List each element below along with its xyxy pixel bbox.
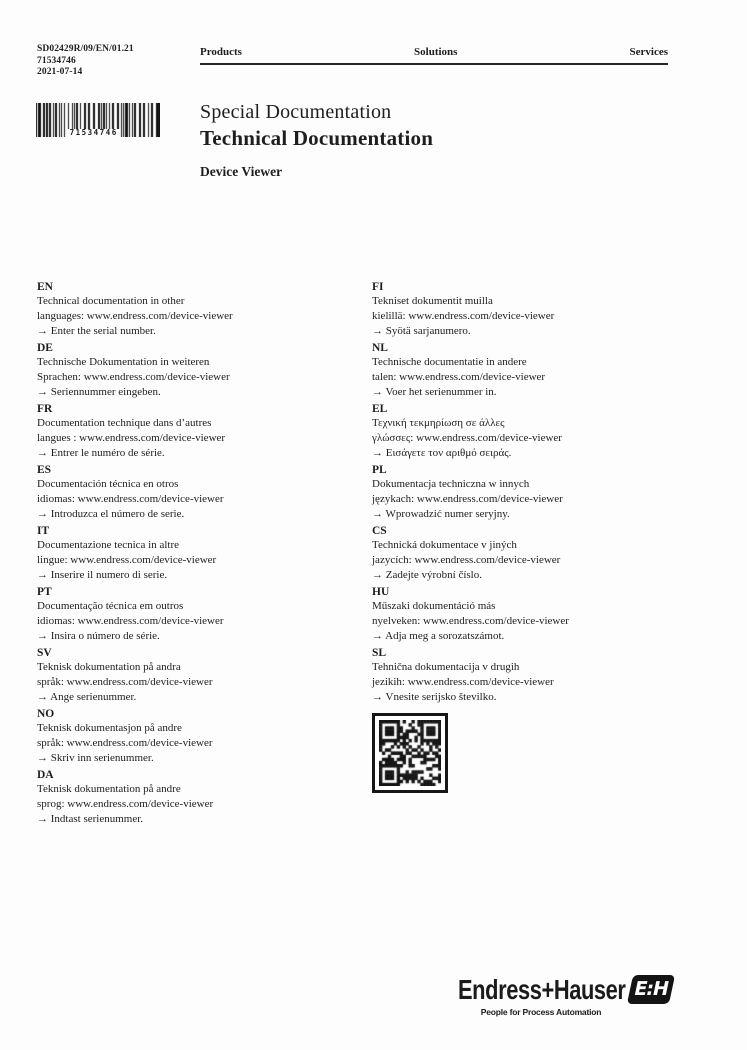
language-line: → Voer het serienummer in. (372, 386, 497, 398)
language-code: SL (372, 647, 387, 659)
language-section (37, 586, 352, 644)
language-code: ES (37, 464, 52, 476)
language-code: NO (37, 708, 55, 720)
language-line: γλώσσες: www.endress.com/device-viewer (372, 432, 562, 444)
brand-wordmark: Endress+Hauser (458, 974, 626, 1005)
language-section (372, 342, 687, 400)
language-line: Teknisk dokumentasjon på andre (37, 722, 182, 734)
document-id: SD02429R/09/EN/01.21 (37, 44, 134, 54)
language-code: DA (37, 769, 54, 781)
language-section (372, 586, 687, 644)
language-line: → Adja meg a sorozatszámot. (372, 630, 505, 642)
order-number: 71534746 (37, 55, 76, 66)
language-line: → Syötä sarjanumero. (372, 325, 471, 337)
language-line: lingue: www.endress.com/device-viewer (37, 554, 217, 566)
language-section (372, 403, 687, 461)
language-line: → Insira o número de série. (37, 630, 160, 642)
language-section (37, 403, 352, 461)
language-line: Technische Dokumentation in weiteren (37, 356, 210, 368)
barcode-number: 71534746 (67, 129, 121, 137)
language-line: nyelveken: www.endress.com/device-viewer (372, 615, 569, 627)
language-line: idiomas: www.endress.com/device-viewer (37, 493, 224, 505)
language-line: Technische documentatie in andere (372, 356, 527, 368)
document-meta (37, 44, 134, 79)
language-code: IT (37, 525, 50, 537)
language-line: Tehnična dokumentacija v drugih (372, 661, 520, 673)
nav-item-solutions: Solutions (414, 46, 458, 58)
language-section (372, 281, 687, 339)
language-code: NL (372, 342, 388, 354)
language-code: HU (372, 586, 390, 598)
language-line: → Skriv inn serienummer. (37, 752, 154, 764)
language-line: sprog: www.endress.com/device-viewer (37, 798, 214, 810)
language-code: FI (372, 281, 384, 293)
language-code: SV (37, 647, 52, 659)
language-line: språk: www.endress.com/device-viewer (37, 737, 213, 749)
language-section (37, 769, 352, 827)
language-line: languages: www.endress.com/device-viewer (37, 310, 233, 322)
language-code: EL (372, 403, 388, 415)
language-line: → Introduzca el número de serie. (37, 508, 185, 520)
logo-monogram: E:H (632, 978, 671, 1000)
language-code: CS (372, 525, 387, 537)
page-title: Technical Documentation (200, 126, 434, 150)
language-line: Technická dokumentace v jiných (372, 539, 517, 551)
language-line: idiomas: www.endress.com/device-viewer (37, 615, 224, 627)
language-line: langues : www.endress.com/device-viewer (37, 432, 226, 444)
language-line: → Wprowadzić numer seryjny. (372, 508, 510, 520)
language-line: → Ange serienummer. (37, 691, 137, 703)
language-line: Technical documentation in other (37, 295, 185, 307)
language-code: EN (37, 281, 53, 293)
language-line: Tekniset dokumentit muilla (372, 295, 493, 307)
language-line: Τεχνική τεκμηρίωση σε άλλες (372, 417, 505, 429)
title-block (200, 100, 433, 180)
language-line: → Zadejte výrobní číslo. (372, 569, 482, 581)
language-code: PT (37, 586, 52, 598)
language-line: Műszaki dokumentáció más (372, 600, 496, 612)
language-section (37, 464, 352, 522)
language-line: → Entrer le numéro de série. (37, 447, 165, 459)
language-line: → Seriennummer eingeben. (37, 386, 161, 398)
nav-item-products: Products (200, 46, 242, 58)
language-line: → Enter the serial number. (37, 325, 156, 337)
top-nav (200, 46, 668, 65)
language-column-left (37, 281, 352, 830)
language-line: → Indtast serienummer. (37, 813, 144, 825)
language-line: Dokumentacja techniczna w innych (372, 478, 530, 490)
language-column-right (372, 281, 687, 793)
language-code: FR (37, 403, 53, 415)
brand-tagline: People for Process Automation (480, 1007, 602, 1017)
language-line: → Inserire il numero di serie. (37, 569, 168, 581)
barcode (36, 103, 160, 137)
language-section (37, 342, 352, 400)
endress-hauser-logo-icon (627, 975, 675, 1004)
language-line: Documentación técnica en otros (37, 478, 179, 490)
document-subtitle: Device Viewer (200, 164, 283, 179)
language-line: Teknisk dokumentation på andra (37, 661, 181, 673)
language-section (37, 281, 352, 339)
language-line: językach: www.endress.com/device-viewer (372, 493, 563, 505)
language-line: Documentazione tecnica in altre (37, 539, 180, 551)
document-date: 2021-07-14 (37, 67, 83, 77)
language-line: → Εισάγετε τον αριθμό σειράς. (372, 447, 512, 459)
nav-item-services: Services (629, 46, 668, 58)
language-line: kielillä: www.endress.com/device-viewer (372, 310, 555, 322)
language-code: PL (372, 464, 387, 476)
language-section (37, 525, 352, 583)
language-section (37, 708, 352, 766)
language-line: talen: www.endress.com/device-viewer (372, 371, 546, 383)
qr-code (372, 713, 448, 793)
language-line: Teknisk dokumentation på andre (37, 783, 181, 795)
language-line: jezikih: www.endress.com/device-viewer (372, 676, 554, 688)
language-section (372, 464, 687, 522)
document-type-title: Special Documentation (200, 101, 392, 123)
language-line: Sprachen: www.endress.com/device-viewer (37, 371, 230, 383)
language-section (372, 647, 687, 705)
qr-code-image (379, 720, 441, 786)
language-line: språk: www.endress.com/device-viewer (37, 676, 213, 688)
language-section (372, 525, 687, 583)
language-line: → Vnesite serijsko številko. (372, 691, 497, 703)
language-line: Documentação técnica em outros (37, 600, 184, 612)
language-code: DE (37, 342, 53, 354)
language-section (37, 647, 352, 705)
language-line: Documentation technique dans d’autres (37, 417, 212, 429)
language-line: jazycích: www.endress.com/device-viewer (372, 554, 561, 566)
